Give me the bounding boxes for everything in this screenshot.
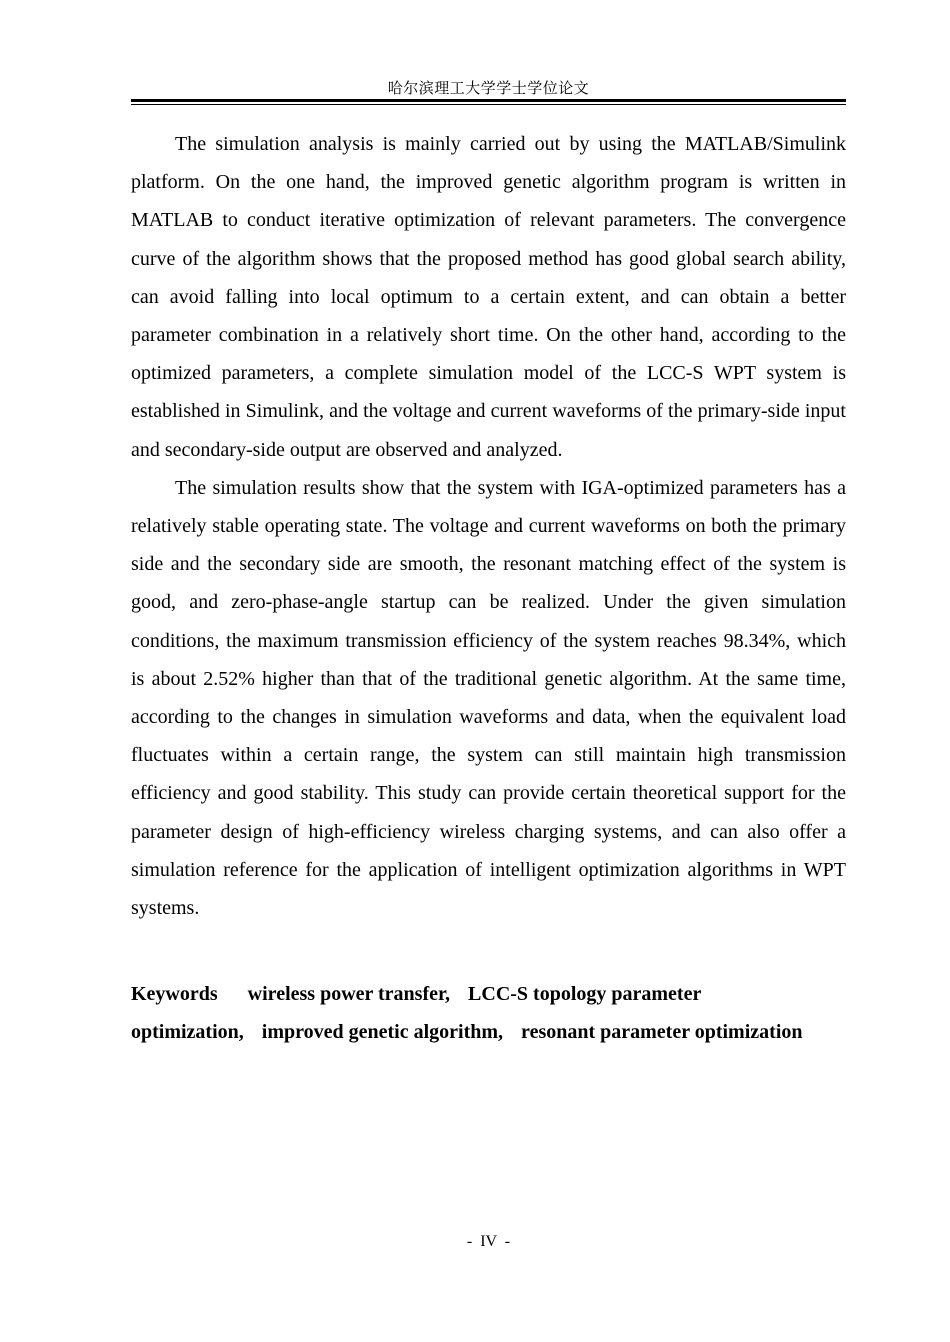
keyword-item: LCC-S topology parameter optimization, bbox=[131, 983, 701, 1044]
page-number: - IV - bbox=[466, 1233, 511, 1250]
header-rule-thin bbox=[131, 104, 846, 105]
abstract-paragraph-2: The simulation results show that the system with IGA-optimized parameters has a relatively stable operating state. The voltage and current waveforms on both the primary side and the secondary side are smooth, the resonant matching effect of the system is good, and zero-phase-angle startup can be realized. Under the given simulation conditions, the maximum transmission efficiency of the system reaches 98.34%, which is about 2.52% higher than that of the traditional genetic algorithm. At the same time, according to the changes in simulation waveforms and data, when the equivalent load fluctuates within a certain range, the system can still maintain high transmission efficiency and good stability. This study can provide certain theoretical support for the parameter design of high-efficiency wireless charging systems, and can also offer a simulation reference for the application of intelligent optimization algorithms in WPT systems. bbox=[131, 476, 846, 920]
keywords-section bbox=[131, 975, 846, 1051]
running-header: 哈尔滨理工大学学士学位论文 bbox=[387, 79, 590, 97]
abstract-body bbox=[131, 125, 846, 927]
header-rule-thick bbox=[131, 99, 846, 102]
keyword-item: improved genetic algorithm, bbox=[261, 1021, 504, 1044]
keyword-item: wireless power transfer, bbox=[247, 983, 451, 1005]
keyword-item: resonant parameter optimization bbox=[521, 1021, 803, 1044]
abstract-paragraph-1: The simulation analysis is mainly carried out by using the MATLAB/Simulink platform. On the one hand, the improved genetic algorithm program is written in MATLAB to conduct iterative optimization of relevant parameters. The convergence curve of the algorithm shows that the proposed method has good global search ability, can avoid falling into local optimum to a certain extent, and can obtain a better parameter combination in a relatively short time. On the other hand, according to the optimized parameters, a complete simulation model of the LCC-S WPT system is established in Simulink, and the voltage and current waveforms of the primary-side input and secondary-side output are observed and analyzed. bbox=[131, 133, 846, 461]
keywords-label: Keywords bbox=[131, 983, 218, 1005]
